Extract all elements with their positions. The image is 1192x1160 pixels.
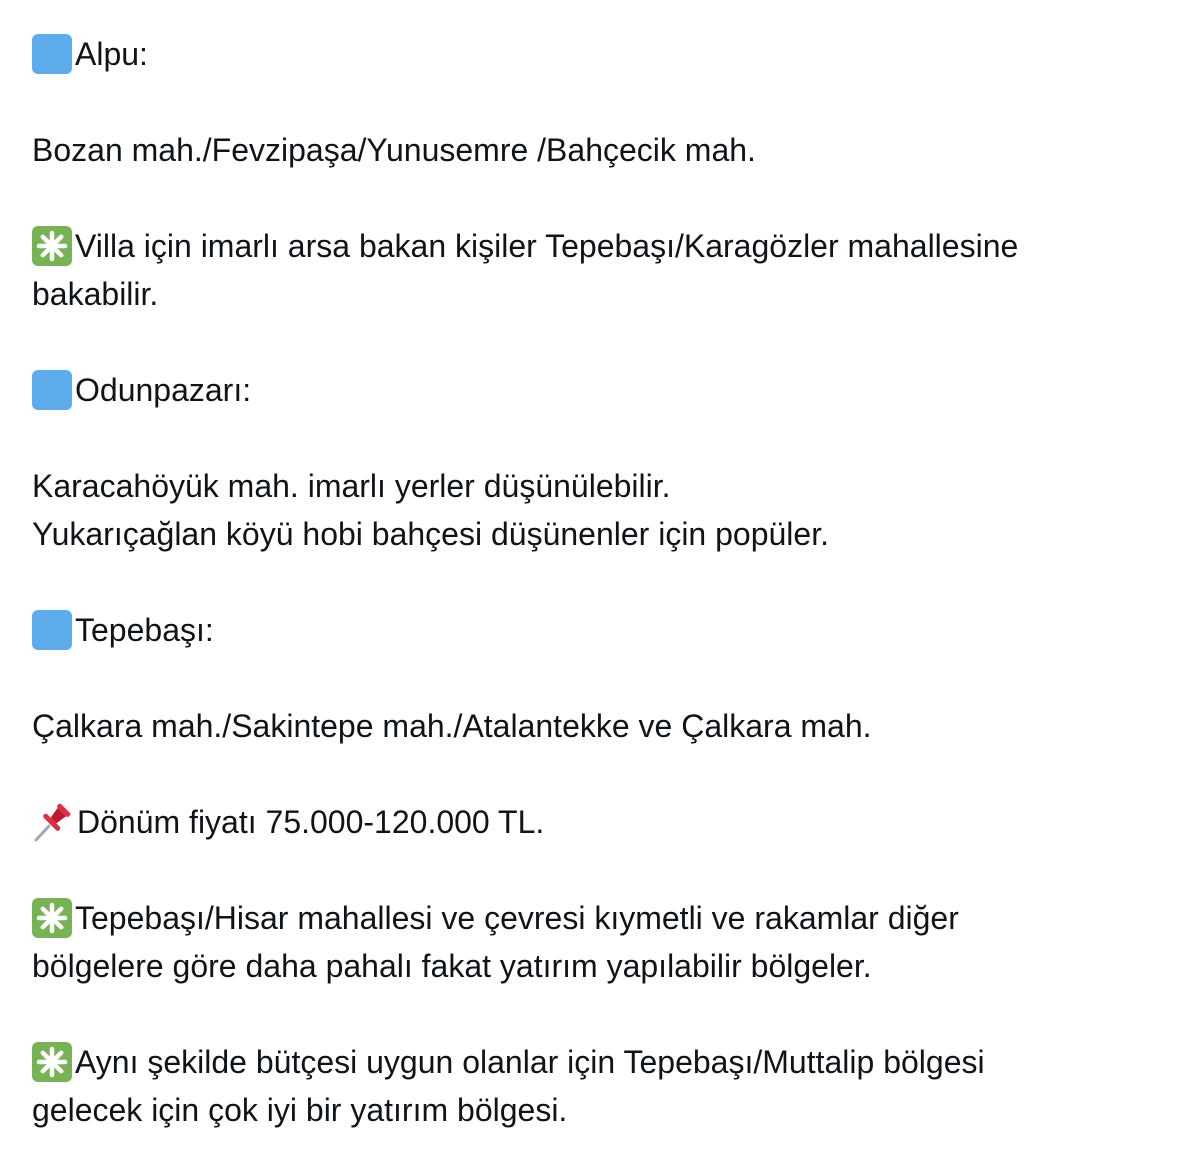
alpu-neighborhoods <box>32 126 1162 174</box>
odunpazari-heading-text: Odunpazarı: <box>75 372 252 408</box>
blue-square-icon <box>32 34 72 74</box>
hisar-note-line-2: bölgelere göre daha pahalı fakat yatırım yapılabilir bölgeler. <box>32 948 872 984</box>
tepebasi-heading <box>32 606 1162 654</box>
tepebasi-neighborhoods <box>32 702 1162 750</box>
alpu-neighborhoods-text: Bozan mah./Fevzipaşa/Yunusemre /Bahçecik mah. <box>32 132 756 168</box>
hisar-note <box>32 894 1162 990</box>
blue-square-icon <box>32 610 72 650</box>
post-body <box>32 30 1162 1134</box>
odunpazari-details-line-1: Karacahöyük mah. imarlı yerler düşünülebilir. <box>32 468 671 504</box>
sparkle-icon <box>32 226 72 266</box>
alpu-heading <box>32 30 1162 78</box>
muttalip-note-line-1: Aynı şekilde bütçesi uygun olanlar için Tepebaşı/Muttalip bölgesi <box>75 1044 985 1080</box>
sparkle-icon <box>32 1042 72 1082</box>
villa-note-line-1: Villa için imarlı arsa bakan kişiler Tepebaşı/Karagözler mahallesine <box>75 228 1019 264</box>
pushpin-icon <box>32 802 74 842</box>
price-note-text: Dönüm fiyatı 75.000-120.000 TL. <box>77 804 545 840</box>
blue-square-icon <box>32 370 72 410</box>
odunpazari-details-line-2: Yukarıçağlan köyü hobi bahçesi düşünenler için popüler. <box>32 516 829 552</box>
alpu-heading-text: Alpu: <box>75 36 148 72</box>
sparkle-icon <box>32 898 72 938</box>
hisar-note-line-1: Tepebaşı/Hisar mahallesi ve çevresi kıymetli ve rakamlar diğer <box>75 900 959 936</box>
odunpazari-details <box>32 462 1162 558</box>
tepebasi-heading-text: Tepebaşı: <box>75 612 214 648</box>
villa-note <box>32 222 1162 318</box>
muttalip-note-line-2: gelecek için çok iyi bir yatırım bölgesi. <box>32 1092 568 1128</box>
tepebasi-neighborhoods-text: Çalkara mah./Sakintepe mah./Atalantekke ve Çalkara mah. <box>32 708 872 744</box>
villa-note-line-2: bakabilir. <box>32 276 159 312</box>
price-note <box>32 798 1162 846</box>
odunpazari-heading <box>32 366 1162 414</box>
muttalip-note <box>32 1038 1162 1134</box>
